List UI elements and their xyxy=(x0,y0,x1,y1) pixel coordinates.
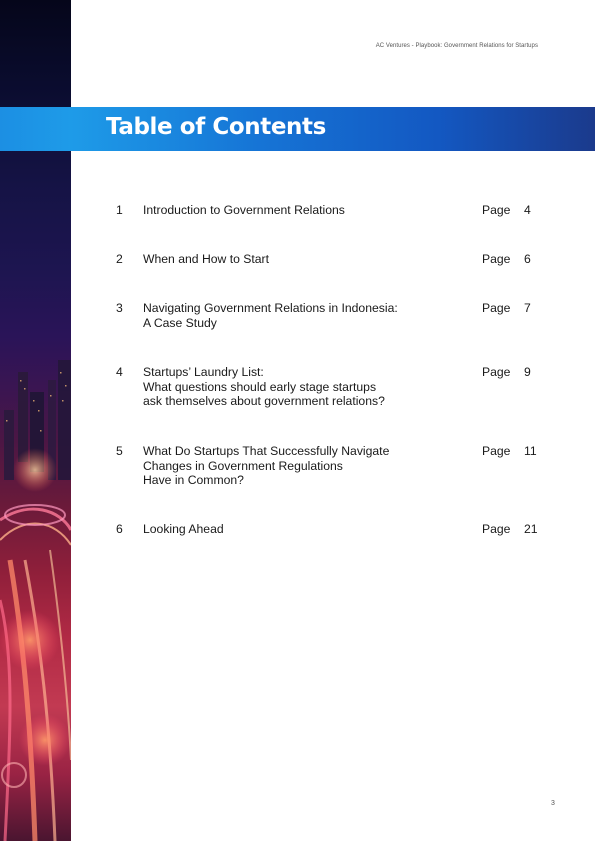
toc-entry-title-line: What Do Startups That Successfully Navigate xyxy=(143,444,390,458)
toc-entry-title-line: Introduction to Government Relations xyxy=(143,203,345,217)
toc-entry-title-line: What questions should early stage startups xyxy=(143,379,377,394)
toc-entry-title-line: Have in Common? xyxy=(143,473,244,487)
toc-entry-title xyxy=(143,203,443,218)
toc-entry-title-line: Looking Ahead xyxy=(143,522,224,536)
toc-page-number: 6 xyxy=(524,252,531,266)
toc-page-number: 21 xyxy=(524,522,538,536)
toc-entry-title-line: Startups’ Laundry List: xyxy=(143,365,264,379)
toc-page-number: 11 xyxy=(524,444,537,458)
toc-page-label: Page xyxy=(482,365,511,379)
page-title: Table of Contents xyxy=(106,114,326,140)
toc-page-label: Page xyxy=(482,301,511,315)
toc-entry-title xyxy=(143,444,443,488)
toc-page-label: Page xyxy=(482,444,511,458)
toc-entry-title xyxy=(143,522,443,537)
toc-entry-title xyxy=(143,365,443,409)
toc-entry-number: 4 xyxy=(116,365,123,379)
toc-entry-number: 5 xyxy=(116,444,123,458)
toc-entry-number: 2 xyxy=(116,252,123,266)
toc-entry-title xyxy=(143,252,443,267)
toc-page-label: Page xyxy=(482,203,511,217)
toc-entry-title-line: When and How to Start xyxy=(143,252,269,266)
toc-entry-title-line: A Case Study xyxy=(143,315,217,330)
toc-page-number: 4 xyxy=(524,203,531,217)
toc-page-label: Page xyxy=(482,252,511,266)
toc-entry-title-line: Navigating Government Relations in Indonesia: xyxy=(143,301,398,315)
toc-entry-title-line: Changes in Government Regulations xyxy=(143,458,343,473)
toc-page-number: 7 xyxy=(524,301,531,315)
toc-entry-title xyxy=(143,301,443,330)
toc-entry-title-line: ask themselves about government relations? xyxy=(143,394,385,408)
toc-entry-number: 3 xyxy=(116,301,123,315)
toc-page-label: Page xyxy=(482,522,511,536)
footer-page-number: 3 xyxy=(551,800,555,807)
toc-entry-number: 1 xyxy=(116,203,123,217)
running-header: AC Ventures - Playbook: Government Relations for Startups xyxy=(375,43,538,49)
title-banner-left-edge xyxy=(0,107,71,151)
toc-page-number: 9 xyxy=(524,365,531,379)
toc-entry-number: 6 xyxy=(116,522,123,536)
